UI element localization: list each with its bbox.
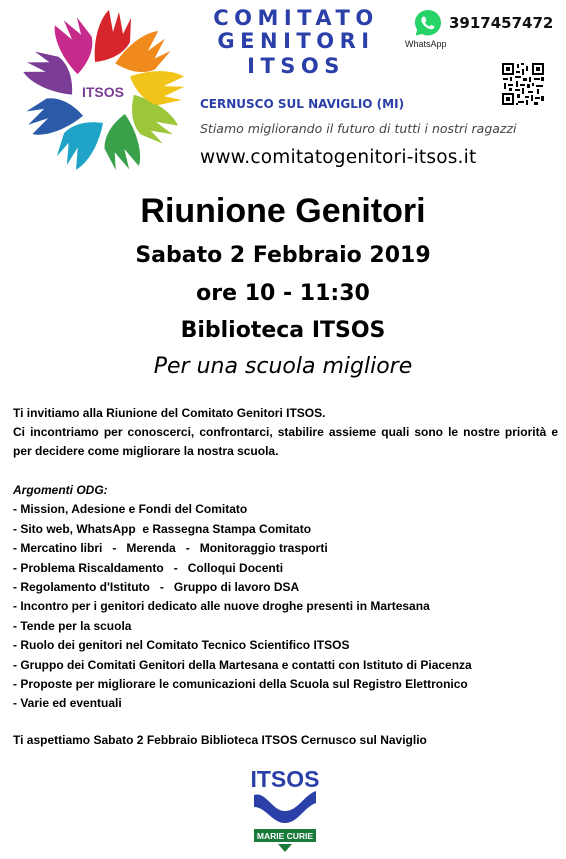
org-tagline: Stiamo migliorando il futuro di tutti i nostri ragazzi xyxy=(200,121,517,136)
event-time: ore 10 - 11:30 xyxy=(196,281,370,306)
intro-line-2: Ci incontriamo per conoscerci, confrontarci, stabilire assieme quali sono le nostre priorità e per decidere come migliorare la nostra scuola. xyxy=(13,425,558,458)
agenda-list xyxy=(13,500,558,713)
agenda-item: - Tende per la scuola xyxy=(13,618,132,633)
phone-number[interactable]: 3917457472 xyxy=(449,14,554,32)
org-website-link[interactable]: www.comitatogenitori-itsos.it xyxy=(200,147,477,168)
agenda-item: - Proposte per migliorare le comunicazioni della Scuola sul Registro Elettronico xyxy=(13,677,468,692)
event-date: Sabato 2 Febbraio 2019 xyxy=(135,243,431,268)
whatsapp-contact[interactable] xyxy=(405,8,555,52)
agenda-item: - Mission, Adesione e Fondi del Comitato xyxy=(13,502,248,517)
whatsapp-label: WhatsApp xyxy=(405,39,447,49)
whatsapp-icon xyxy=(413,8,443,38)
hands-circle-logo xyxy=(14,4,192,176)
wave-shape xyxy=(254,791,316,823)
agenda-item: - Mercatino libri - Merenda - Monitoraggio trasporti xyxy=(13,541,328,556)
event-motto: Per una scuola migliore xyxy=(153,354,413,379)
org-location: CERNUSCO SUL NAVIGLIO (MI) xyxy=(200,97,405,111)
school-logo-title: ITSOS xyxy=(250,766,320,792)
org-name-line-3: ITSOS xyxy=(247,54,345,78)
school-logo-subtitle: MARIE CURIE xyxy=(256,831,314,841)
agenda-item: - Incontro per i genitori dedicato alle nuove droghe presenti in Martesana xyxy=(13,599,430,614)
org-name-line-2: GENITORI xyxy=(217,29,375,53)
closing-text: Ti aspettiamo Sabato 2 Febbraio Biblioteca ITSOS Cernusco sul Naviglio xyxy=(13,733,427,747)
school-logo-pointer xyxy=(278,844,292,852)
agenda-item: - Ruolo dei genitori nel Comitato Tecnico Scientifico ITSOS xyxy=(13,638,350,653)
agenda-item: - Regolamento d'Istituto - Gruppo di lavoro DSA xyxy=(13,580,300,595)
agenda-item: - Sito web, WhatsApp e Rassegna Stampa Comitato xyxy=(13,521,312,536)
event-place: Biblioteca ITSOS xyxy=(180,318,386,343)
agenda-section xyxy=(13,481,558,714)
itsos-school-logo xyxy=(248,765,322,853)
agenda-item: - Problema Riscaldamento - Colloqui Docenti xyxy=(13,560,284,575)
agenda-item: - Varie ed eventuali xyxy=(13,696,122,711)
event-title: Riunione Genitori xyxy=(140,192,426,230)
org-name-line-1: COMITATO xyxy=(213,6,379,30)
agenda-item: - Gruppo dei Comitati Genitori della Martesana e contatti con Istituto di Piacenza xyxy=(13,657,472,672)
logo-text: ITSOS xyxy=(81,84,125,100)
intro-text xyxy=(13,404,558,461)
agenda-heading: Argomenti ODG: xyxy=(13,483,108,497)
intro-line-1: Ti invitiamo alla Riunione del Comitato Genitori ITSOS. xyxy=(13,406,326,420)
qr-code-icon[interactable] xyxy=(501,62,545,106)
